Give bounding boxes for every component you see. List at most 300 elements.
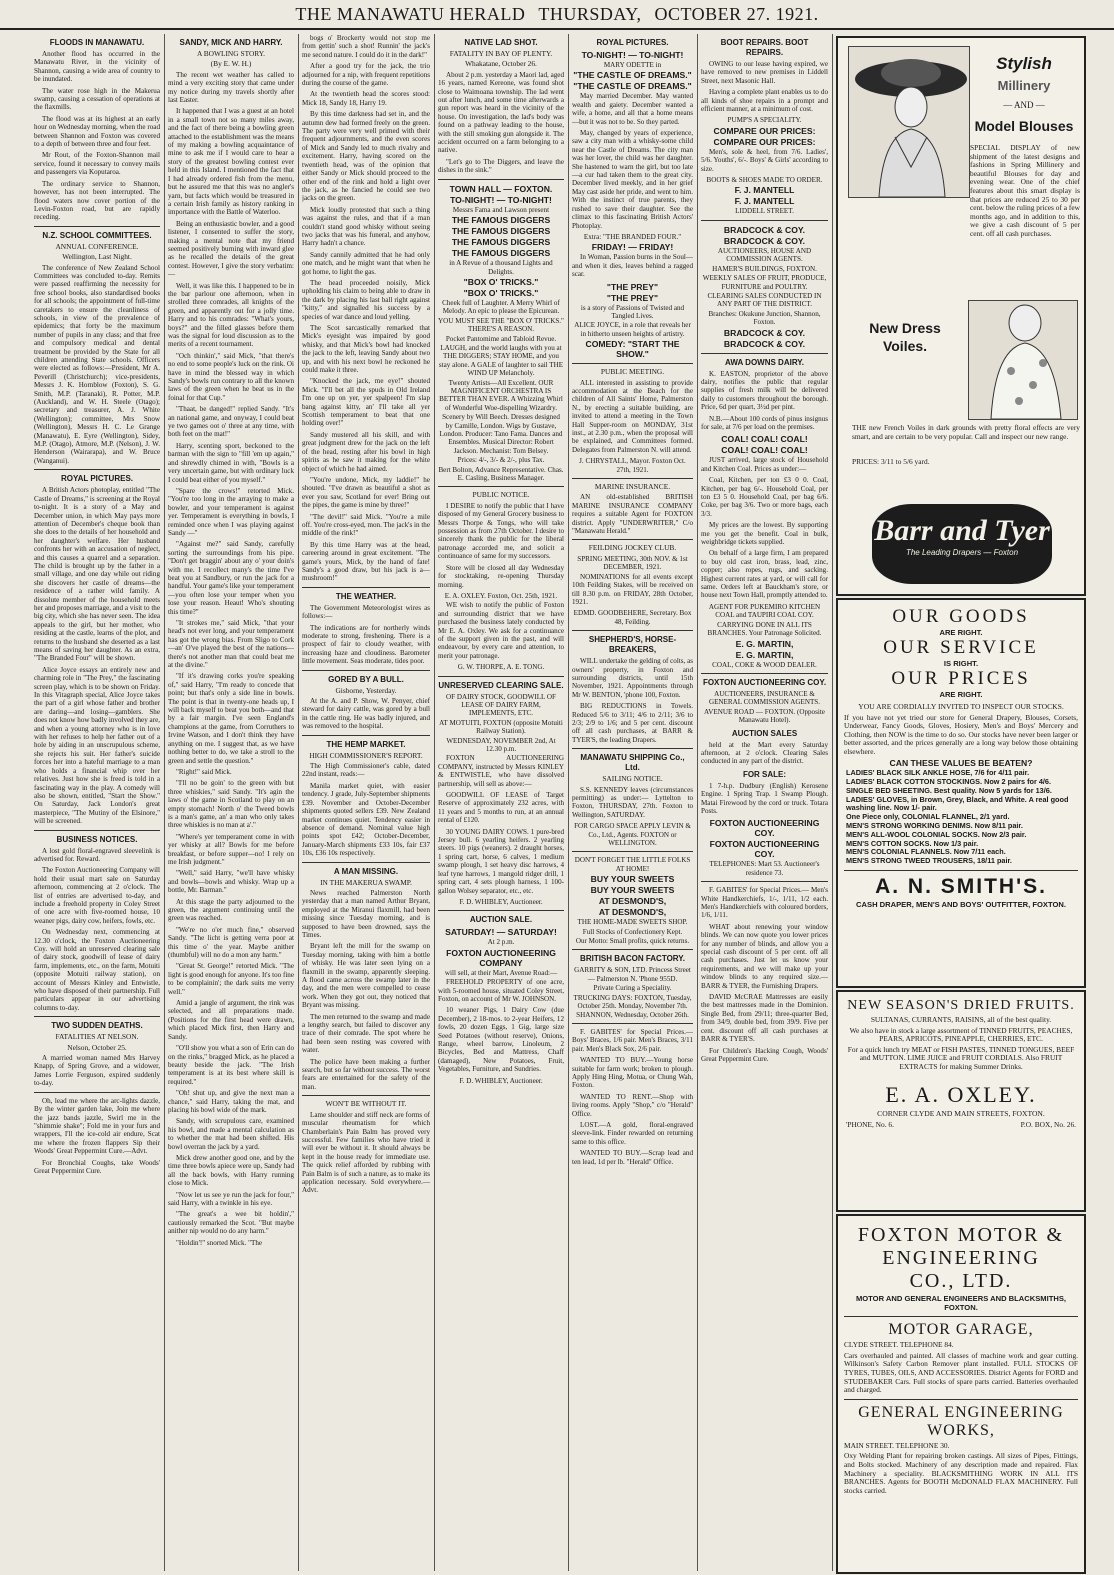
paragraph: "Let's go to The Diggers, and leave the dishes in the sink." — [438, 157, 564, 175]
item-line: LADIES' GLOVES, in Brown, Grey, Black, and White. A real good washing line. Now 1/- pair. — [846, 794, 1069, 813]
divider — [701, 220, 828, 221]
paragraph: "Thaat, be danged!" replied Sandy. "It's an national game, and onyway, I could beat ye two games oot o' three at any time, with both feet on the mat!" — [168, 405, 294, 439]
masthead-paper: THE MANAWATU HERALD — [295, 4, 526, 24]
ad-contact-row — [846, 1120, 1076, 1129]
ad-line: AT MOTUITI, FOXTON (opposite Motuiti Railway Station). — [439, 718, 563, 736]
paragraph: The police have been making a further search, but so far without success. The worst fears are entertained for the safety of the man. — [302, 1057, 430, 1091]
paragraph: Bryant left the mill for the swamp on Tuesday morning, taking with him a bottle of whisky. He was later seen lying on a flaxmill in the swamp, apparently sleeping. A flood came across the swamp later in the day, and the men were compelled to cease work. When they got out, they noticed that Bryant was missing. — [302, 942, 430, 1010]
ad-title: NEW SEASON'S DRIED FRUITS. — [847, 998, 1075, 1013]
ad-title-stylish: Stylish — [996, 54, 1052, 73]
dateline: Whakatane, October 26. — [465, 59, 537, 69]
headline: TWO SUDDEN DEATHS. — [51, 1021, 143, 1031]
paragraph: The water rose high in the Makerua swamp, causing a cessation of operations at the flaxmills. — [34, 86, 160, 112]
logo-text: Barr and Tyer — [874, 514, 1050, 547]
ad-line: will sell, at their Mart, Avenue Road:— — [444, 968, 558, 977]
headline: NATIVE LAD SHOT. — [464, 38, 538, 47]
ad-line: YOU MUST SEE THE "BOX O' TRICKS." THERE'S A REASON. — [438, 316, 564, 334]
divider — [438, 910, 564, 911]
ad-line: Pocket Pantomime and Tabloid Revue. — [445, 334, 557, 343]
divider — [302, 735, 430, 736]
ad-title-voiles: Voiles. — [882, 338, 928, 354]
ad-body: THE new French Voiles in dark grounds with pretty floral effects are very smart, and are certain to be very popular. Call and inspect our new range. — [852, 423, 1080, 441]
ad-display: AT DESMOND'S, — [598, 907, 667, 918]
paragraph: Alice Joyce essays an entirely new and charming role in "The Prey," the fascinating screen play, which is to be shown on Friday. In this Vitagraph special, Alice Joyce takes the part of a girl whose father and brother are daring—and losing—gamblers. She does not know how badly involved they are, and when a young attorney who is in love with her refuses to help her father out of a hole by aiding in an unscrupulous scheme, she rejects his suit. Her father's suicide forces her into a hateful marriage to a man who holds a financial whip over her relatives. Just how she is freed is told in a fascinating way in the play. A comedy will also be shown, entitled, "Start the Show." On Saturday, Jack London's great masterpiece, "The Mutiny of the Elsinore," will be screened. — [34, 665, 160, 826]
ad-line: TELEPHONES: Mart 53. Auctioneer's residence 73. — [709, 860, 820, 877]
dateline: Nelson, October 25. — [67, 1042, 127, 1052]
ad-display: "BOX O' TRICKS." — [463, 287, 539, 298]
classified: F. GABITES' for Special Prices.— Men's White Handkerchiefs, 1/-, 1/11, 1/2 each. Men's Handkerchiefs with coloured borders, 1/6, 1/11. — [701, 886, 828, 920]
headline: AUCTION SALE. — [469, 915, 533, 925]
divider — [572, 363, 693, 364]
item-line: MEN'S COLONIAL FLANNELS. Now 7/11 each. — [846, 847, 1006, 857]
paragraph: Men's, sole & heel, from 7/6. Ladies', 5/6. Youths', 6/-. Boys' & Girls' according to size. — [701, 147, 828, 173]
headline: GORED BY A BULL. — [328, 674, 404, 684]
signature: J. CHRYSTALL, Mayor. Foxton Oct. 27th, 1921. — [579, 457, 686, 474]
headline: PUBLIC NOTICE. — [472, 490, 530, 500]
paragraph: Manila market quiet, with easier tendency. J grade, July-September shipments £39. November and October-December shipments quoted sellers £39. New Zealand market continues quiet. Tendency easier in absence of demand. Nominal value high points spot £42; October-December, January-March shipments £33 10s, fair £37 10s, £36 10s respectively. — [302, 781, 430, 858]
paragraph: The Government Meteorologist wires as follows:— — [302, 603, 430, 621]
ad-display: THE FAMOUS DIGGERS — [451, 226, 551, 237]
ad-prices: PRICES: 3/11 to 5/6 yard. — [852, 457, 930, 466]
paragraph: "Great St. George!" retorted Mick. "The light is good enough for anyone. It's too fine to be complainin'; the dark suits me verry well." — [168, 962, 294, 996]
ad-display: COAL! COAL! COAL! — [721, 445, 808, 456]
ad-display: "BOX O' TRICKS." — [463, 276, 539, 287]
ad-section-title: MOTOR GARAGE, — [888, 1321, 1034, 1339]
ad-beat: CAN THESE VALUES BE BEATEN? — [889, 757, 1033, 768]
paragraph: Harry, scenting sport, beckoned to the barman with the sign to "fill 'em up again," and shrewdly chimed in with, "Bowls is a very uncertain game, but with ordinary luck I could beat either of you myself." — [168, 441, 294, 484]
column-4 — [438, 34, 564, 1571]
classified: WHAT about renewing your window blinds. We can now quote you lower prices for any number of blinds, and allow you a special cash discount of 5 per cent. off all cash purchases. Just let us know your requirements, and we will make up your window blinds to any required size.—BARR & TYER, the Furnishing Drapers. — [701, 922, 828, 990]
ad-display: COMPARE OUR PRICES: — [713, 136, 816, 147]
paragraph: On Wednesday next, commencing at 12.30 o'clock, the Foxton Auctioneering Coy. will hold an unreserved clearing sale of dairy stock, goodwill of lease of dairy farm, implements, etc., on the farm, Motuiti (opposite Motuiti railway station), on account of Messrs Kinley and Entwistle, who have disposed of their partnership. Full particulars appear in our advertising columns to-day. — [34, 928, 160, 1012]
classified: WANTED TO BUY.—Scrap lead and ten lead, 1d per lb. "Herald" Office. — [572, 1149, 693, 1166]
paragraph: "O'll show you what a son of Erin can do on the rinks," bragged Mick, as he placed a beauty beside the jack. "The Irish temperament is at its best where skill is required." — [168, 1044, 294, 1086]
headline: FOR SALE: — [742, 769, 787, 779]
paragraph: FREEHOLD PROPERTY of one acre, with 5-roomed house, situated Coley Street, Foxton, on account of Mr W. JOHNSON. — [438, 978, 564, 1003]
ad-line: Private Curing a Speciality. — [593, 984, 672, 993]
ad-display: "THE CASTLE OF DREAMS." — [573, 70, 692, 81]
headline: BRITISH BACON FACTORY. — [580, 954, 685, 964]
ad-line: in A Revue of a thousand Lights and Delights. — [449, 259, 553, 276]
divider — [572, 630, 693, 631]
ad-body: SPECIAL DISPLAY of new shipment of the latest designs and fashions in Spring Millinery and beautiful Blouses for day and evening wear. One of the chief features about this smart display is that prices are reduced 25 to 30 per cent. below the ruling prices of a few months ago, and in addition to this, we give a cash discount of 5 per cent. off all cash purchases. — [970, 143, 1080, 238]
paragraph: "Well," said Harry, "we'll have whisky and bowls—bowls and whisky. Wrap up a bottle, Mr. Barman." — [168, 869, 294, 895]
paragraph: Mr Rout, of the Foxton-Shannon mail service, found it necessary to convey mails and passengers via Koputaroa. — [34, 151, 160, 177]
headline: A MAN MISSING. — [333, 866, 399, 876]
ad-heading: SATURDAY! — SATURDAY! — [445, 927, 557, 938]
voile-figure-illustration — [968, 300, 1078, 420]
headline: FLOODS IN MANAWATU. — [49, 38, 145, 47]
ad-line: FOR CARGO SPACE APPLY LEVIN & Co., Ltd., Agents. FOXTON or WELLINGTON. — [574, 822, 691, 848]
ad-display: BRADCOCK & COY. — [723, 224, 806, 235]
paragraph: A lost gold floral-engraved sleevelink is advertised for. Reward. — [34, 846, 160, 863]
ad-heading: FRIDAY! — FRIDAY! — [591, 242, 674, 253]
subhead: ANNUAL CONFERENCE. — [55, 241, 139, 251]
paragraph: The recent wet weather has called to mind a very exciting story that came under my notice during my travels shortly after last Easter. — [168, 70, 294, 105]
ad-line: LAUGH, and the world laughs with you at THE DIGGERS; STAY HOME, and you stay alone. A GALE of laughter to sail THE WIND UP Melancholy. — [438, 343, 564, 378]
column-rule — [298, 34, 299, 1571]
paragraph: "Against me?" said Sandy, carefully sorting the surroundings from his pipe. "Don't get braggin' about any o' your doin's with me. I recollect many's the time I've beat you at Sandbury, or run the jack for a handful. Your game's like your temperament—you often lose your temper when you lose your reason. Heaut! Who's shouting this time?" — [168, 540, 294, 616]
ad-line: BOOTS & SHOES MADE TO ORDER. — [706, 176, 823, 185]
dateline: Wellington, Last Night. — [62, 252, 132, 262]
ad-line: Extra: "THE BRANDED FOUR." — [583, 232, 682, 241]
ad-tagline: CASH DRAPER, MEN'S AND BOYS' OUTFITTER, FOXTON. — [856, 899, 1066, 909]
ad-line: Our Motto: Small profits, quick returns. — [575, 937, 690, 946]
headline: MANAWATU SHIPPING Co., Ltd. — [580, 753, 685, 773]
ad-line-goods-sub: ARE RIGHT. — [939, 628, 983, 637]
ad-line: OF DAIRY STOCK, GOODWILL OF LEASE OF DAIRY FARM, IMPLEMENTS, ETC. — [446, 692, 556, 718]
ad-line: AGENT FOR PUKEMIRO KITCHEN COAL and TAUPIRI COAL COY. — [708, 602, 821, 620]
paragraph: "The devil!" said Mick. "You're a mile off. You're cross-eyed, mon. The jack's in the middle of the rink!" — [302, 512, 430, 538]
divider — [302, 862, 430, 863]
ad-display: FOXTON AUCTIONEERING COY. — [709, 818, 820, 839]
divider — [701, 881, 828, 882]
column-rule — [568, 34, 569, 1571]
headline: UNRESERVED CLEARING SALE. — [438, 680, 564, 690]
paragraph: It happened that I was a guest at an hotel in a small town not so many miles away, and the fact of there being a bowling green attached to the establishment was the means of my making a bowling acquaintance of mine to ask me if I would care to hear a story of the greatest bowling contest ever held in this Island. I mentioned the fact that I had already ordered fish from the menu, but he assured me that this was no angler's yarn, but facts which would be treasured in a certain Irish family as history ranking in importance with the Battle of Waterloo. — [168, 107, 294, 217]
paragraph: Mick drew another good one, and by the time three bowls apiece were up, Sandy had all the back bowls, with Harry running close to Mick. — [168, 1153, 294, 1188]
divider — [438, 486, 564, 487]
headline: THE HEMP MARKET. — [326, 739, 406, 749]
ad-store-name: E. A. OXLEY. — [885, 1081, 1037, 1107]
ad-line: SPRING MEETING, 30th NOV. & 1st DECEMBER, 1921. — [577, 554, 688, 572]
paragraph: Store will be closed all day Wednesday for stocktaking, re-opening Thursday morning. — [438, 563, 564, 589]
paragraph: S.S. KENNEDY leaves (circumstances permitting) as under:— Lyttelton to Foxton, THURSDAY, 27th. Foxton to Wellington, SATURDAY. — [572, 785, 693, 819]
subhead: FATALITIES AT NELSON. — [55, 1032, 139, 1042]
classified: WANTED TO RENT.—Shop with living rooms. Apply "Shop," c/o "Herald" Office. — [572, 1092, 693, 1118]
divider — [34, 1016, 160, 1017]
divider — [302, 670, 430, 671]
paragraph: Another flood has occurred in the Manawatu River, in the vicinity of Shannon, causing a wide area of country to be inundated. — [34, 50, 160, 84]
ad-line-goods: OUR GOODS — [892, 606, 1030, 627]
item-line: MEN'S STRONG TWEED TROUSERS, 18/11 pair. — [846, 856, 1012, 866]
paragraph: Sandy, with scrupulous care, examined his bowl, and made a mental calculation as to whether the mat had been shifted. His bowl overran the jack by a yard. — [168, 1117, 294, 1151]
paragraph: "We're no o'er much fine," observed Sandy. "The licht is getting verra poor at this time o' the year. Maybe anither (thumbful) will no do a mon any harm." — [168, 925, 294, 960]
signature: F. D. WHIBLEY, Auctioneer. — [459, 1076, 543, 1085]
ad-line: WEEKLY SALES OF FRUIT, PRODUCE, FURNITURE and POULTRY. — [702, 274, 827, 291]
paragraph: FOXTON AUCTIONEERING COMPANY, instructed by Messrs KINLEY & ENTWISTLE, who have dissolved partnership, will sell as above:— — [438, 754, 564, 788]
ad-pobox: P.O. BOX, No. 26. — [1020, 1120, 1076, 1130]
classified: DAVID McCRAE Mattresses are easily the best mattresses made in the Dominion. Single Bed, from 29/11; three-quarter Bed, from 34/9, double bed, from 39/9. Five per cent. discount off all cash purchases at BARR & TYER'S. — [701, 993, 828, 1044]
paragraph: "Right!" said Mick. — [176, 767, 232, 776]
item-line: One Piece only, COLONIAL FLANNEL, 2/1 yard. — [846, 812, 1010, 822]
headline: SHEPHERD'S, HORSE-BREAKERS, — [588, 635, 677, 655]
divider — [302, 587, 430, 588]
paragraph: At the twentieth head the scores stood: Mick 18, Sandy 18, Harry 19. — [302, 90, 430, 107]
headline: ROYAL PICTURES. — [60, 474, 133, 484]
paragraph: About 2 p.m. yesterday a Maori lad, aged 16 years, named Kereone, was found shot close to Waimoana township. The lad went out after lunch, and some time afterwards a gun report was heard in the vicinity of the house. On investigation, the lad's body was found on a pathway leading to the house, with the still smoking gun alongside it. The accident occurred on a farm belonging to a native. — [438, 70, 564, 155]
divider — [438, 676, 564, 677]
advert-foxton-motor — [836, 1214, 1086, 1574]
paragraph: The High Commissioner's cable, dated 22nd instant, reads:— — [302, 762, 430, 779]
item-line: SINGLE BED SHEETING. Best quality. Now 5 yards for 13/6. — [846, 785, 1052, 795]
item-list — [838, 769, 1084, 866]
ad-display: BRADCOCK & COY. — [723, 338, 806, 349]
paragraph: The Foxton Auctioneering Company will hold their usual mart sale on Saturday afternoon, commencing at 2 o'clock. The list of entries are advertised to-day, and include a freehold property in Coley Street of one acre with five-roomed house, 10 weaner pigs, dairy cow, heifers, fowls, etc. — [34, 866, 160, 925]
paragraph: "It strokes me," said Mick, "that your head's not ever long, and your temperament has got the wrong bias. From Sligo to Cork—an' O've played the best of the nations—there's not another man that could beat me at the divine." — [168, 619, 294, 670]
ad-display: F. J. MANTELL — [734, 196, 795, 207]
paragraph: The Scot sarcastically remarked that Mick's eyesight was impaired by good whisky, and that Mick's bowl had knocked the jack to the left, leaving Sandy about two up, and with his next bowl he reckoned he could make it three. — [302, 324, 430, 375]
ad-display: "THE CASTLE OF DREAMS." — [573, 81, 692, 92]
ad-line: Full Stocks of Confectionery Kept. — [582, 927, 683, 936]
advert-an-smith — [836, 598, 1086, 988]
ad-store-name: A. N. SMITH'S. — [875, 874, 1047, 898]
paragraph: By this time Harry was at the head, careering around in great excitement. "The game's yours, Mick, by the hand of fate! Sandy's a good draw, but his jack is a—mushroom!" — [302, 540, 430, 583]
paragraph: 1 7-h.p. Dudbury (English) Kerosene Engine. 1 Spring Trap. 1 Swamp Plough. Matai Firewood by the cord or truck. Totara Posts. — [701, 781, 828, 815]
paragraph: A married woman named Mrs Harvey Knapp, of Spring Grove, and a widower, James Lorrie Ferguson, expired suddenly to-day. — [34, 1054, 160, 1088]
paragraph: "Now let us see ye run the jack for four," said Harry, with a twinkle in his eye. — [168, 1190, 294, 1207]
subhead: A BOWLING STORY. — [196, 49, 266, 58]
hat-figure-illustration — [848, 46, 970, 198]
paragraph: "Oh! shut up, and give the next man a chance," said Harry, taking the mat, and placing his bowl wide of the mark. — [168, 1089, 294, 1114]
ad-invite: YOU ARE CORDIALLY INVITED TO INSPECT OUR STOCKS. — [858, 702, 1064, 711]
ad-line: MARY ODETTE in — [603, 61, 662, 69]
headline: FOXTON AUCTIONEERING COY. — [702, 677, 827, 687]
headline: MARINE INSURANCE. — [594, 482, 671, 492]
paragraph: At this stage the party adjourned to the green, the argument continuing until the green was reached. — [168, 897, 294, 923]
paragraph: After a good try for the jack, the trio adjourned for a nip, with frequent repetitions during the course of the game. — [302, 62, 430, 88]
ad-body: We also have in stock a large assortment of TINNED FRUITS, PEACHES, PEARS, APRICOTS, PINEAPPLE, CHERRIES, ETC. — [849, 1025, 1073, 1044]
divider — [844, 870, 1078, 871]
signature: E. A. OXLEY. Foxton, Oct. 25th, 1921. — [444, 591, 558, 600]
column-rule — [164, 34, 165, 1571]
divider — [34, 830, 160, 831]
signature: G. W. THORPE, A. E. TONG. — [457, 663, 545, 672]
column-2 — [168, 34, 294, 1571]
ad-display: "THE PREY" — [606, 292, 659, 303]
paragraph: JUST arrived, large stock of Household and Kitchen Coal. Prices as under:— — [701, 456, 828, 473]
divider — [844, 1316, 1078, 1317]
ad-line: At 2 p.m. — [487, 938, 515, 947]
ad-display: THE FAMOUS DIGGERS — [451, 215, 551, 226]
paragraph: "You're undone, Mick, my laddie!" he shouted. "I've drawn as beautiful a shot as ever you saw, Scotland for ever! Bring out the pipes, the game is mine by three!" — [302, 475, 430, 510]
ad-line: TRUCKING DAYS: FOXTON, Tuesday, October 25th. Monday, November 7th. SHANNON, Wednesday, October 26th. — [573, 993, 692, 1019]
ad-line: Cheek full of Laughter. A Merry Whirl of Melody. An epic to please the Epicurean. — [442, 298, 560, 316]
paragraph: My prices are the lowest. By supporting me you get the benefit. Coal in bulk, weighbridge tickets supplied. — [701, 521, 828, 547]
column-rule — [697, 34, 698, 1571]
divider — [572, 478, 693, 479]
ad-display: COAL! COAL! COAL! — [721, 434, 808, 445]
paragraph: The head proceeded noisily, Mick upholding his claim to being able to draw in the dark by placing his last ball right against "kitty," and signalled his success by a species of war dance and loud yelling. — [302, 278, 430, 321]
byline: (By E. W. H.) — [210, 59, 252, 69]
paragraph: Sandy mustered all his skill, and with great judgment drew for the jack on the left of the head, resting after his bowl in high spirits as he saw it making for the white object of which he had aimed. — [302, 430, 430, 473]
ad-line: COAL, COKE & WOOD DEALER. — [712, 660, 817, 669]
ad-title-dress: New Dress — [869, 320, 941, 336]
ad-line-service: OUR SERVICE — [883, 637, 1039, 658]
ad-line: DON'T FORGET THE LITTLE FOLKS AT HOME! — [574, 856, 691, 873]
paragraph: GOODWILL OF LEASE of Target Reserve of approximately 232 acres, with 11 years and 5 months to run, at an annual rental of £120. — [438, 791, 564, 825]
ad-line: CARRYING DONE IN ALL ITS BRANCHES. Your Patronage Solicited. — [707, 620, 822, 638]
ad-line: Scenery by Will Beech. Dresses designed by Camille, London. Wigs by Gustave, London. Producer: Tano Fama. Dances and Ensembles. Musical Director: Robert Jackson. Mechanist: Tom Belsey. — [439, 413, 563, 455]
paragraph: "If it's drawing corks you're speaking of," said Harry, "I'm ready to concede that point; but that's only a side line in bowls. The point is that in twenty-one heads up, I will back myself to beat you both—and that by a fair margin. I've seen England's champions at the game, from Corruthers to Irvine Watson, and I don't think they have anything on me. I suggest that, as we have nothing better to do, we take a stroll to the green and settle the question." — [168, 672, 294, 765]
ad-line: CLEARING SALES CONDUCTED IN ANY PART OF THE DISTRICT. — [707, 291, 822, 309]
ad-line: WEDNESDAY, NOVEMBER 2nd, At 12.30 p.m. — [446, 736, 556, 753]
paragraph: On behalf of a large firm, I am prepared to buy old cast iron, brass, lead, zinc, copper; also ropes, rugs, and sacking. Highest current rates at yard, or will call for same. Orders left at Bauckham's store, or house next Town Hall, promptly attended to. — [701, 549, 828, 600]
ad-body: If you have not yet tried our store for General Drapery, Blouses, Corsets, Underwear, Fancy Goods, Gloves, Hosiery, Men's and Boys' Mercery and Clothing, then NOW is the time to do so. Our stocks have never been larger or better assorted, and the prices generally are a long way below those obtaining elsewhere. — [844, 712, 1078, 756]
paragraph: The men returned to the swamp and made a lengthy search, but failed to discover any trace of their comrade. The spot where he had been seen resting was covered with water. — [302, 1012, 430, 1055]
classified: For Children's Hacking Cough, Woods' Great Peppermint Cure. — [701, 1046, 828, 1063]
classified: LOST.—A gold, floral-engraved sleeve-link. Finder rewarded on returning same to this office. — [572, 1120, 693, 1146]
ad-line: THE HOME-MADE SWEETS SHOP. — [577, 918, 688, 927]
advert-oxley — [836, 990, 1086, 1212]
ad-section-title: GENERAL ENGINEERING WORKS, — [858, 1403, 1064, 1439]
subhead: SAILING NOTICE. — [602, 774, 663, 784]
subhead: FATALITY IN BAY OF PLENTY. — [449, 49, 553, 58]
ad-address: CORNER CLYDE AND MAIN STREETS, FOXTON. — [877, 1108, 1045, 1118]
paragraph: ALL interested in assisting to provide accommodation at the Beach for the children of All Saints' Home, Palmerston N., by erecting a suitable building, are invited to attend a meeting in the Town Hall Supper-room on MONDAY, 31st inst., at 2.30 p.m., when the proposal will be explained, and Committees formed. Delegates from Palmerston N. will attend. — [572, 378, 693, 454]
ad-line: Branches: Okukune Junction, Shannon, Foxton. — [708, 309, 821, 327]
ad-line: Prices: 4/-, 3/- & 2/-, plus Tax. — [457, 456, 545, 465]
ad-and: — AND — — [1003, 100, 1045, 110]
headline: ROYAL PICTURES. — [596, 38, 669, 47]
paragraph: held at the Mart every Saturday afternoon, at 2 o'clock. Clearing Sales conducted in any part of the district. — [701, 740, 828, 766]
headline: PUBLIC MEETING. — [600, 367, 665, 377]
headline: AWA DOWNS DAIRY. — [725, 357, 804, 367]
ad-line-prices: OUR PRICES — [891, 668, 1031, 689]
paragraph: WILL undertake the gelding of colts, as owners' property, in Foxton and surrounding districts, until 15th November, 1921. Appointments through Mr W. BENTON, 'phone 100, Foxton. — [572, 657, 693, 699]
ad-heading: FOXTON AUCTIONEERING COMPANY — [446, 947, 556, 968]
paragraph: In Woman, Passion burns in the Soul—and when it dies, leaves behind a ragged scar. — [572, 253, 693, 279]
ad-heading: TO-NIGHT! — TO-NIGHT! — [450, 194, 552, 205]
item-line: MEN'S STRONG WORKING DENIMS. Now 8/11 pair. — [846, 820, 1023, 830]
ad-body: Cars overhauled and painted. All classes of machine work and gear cutting. Wilkinson's Safety Carbon Remover plant installed. FULL STOCKS OF TYRES, TUBES, OILS, AND ACCESSORIES. District Agents for FORD and STUDEBAKER Cars. Full stocks of spare parts carried. Batteries overhauled and charged. — [844, 1350, 1078, 1395]
paragraph: WE wish to notify the public of Foxton and surrounding district that we have purchased the business lately conducted by Mr E. A. Oxley. We ask for a continuance of the support given in the past, and will endeavour, by every care and attention, to merit your patronage. — [438, 601, 564, 660]
divider — [34, 226, 160, 227]
ad-line: Messrs Fama and Lawson present — [452, 205, 550, 214]
column-5 — [572, 34, 693, 1571]
headline: THE WEATHER. — [335, 591, 397, 601]
barr-tyer-logo — [872, 504, 1052, 584]
item-line: LADIES' BLACK SILK ANKLE HOSE, 7/6 for 4/11 pair. — [846, 768, 1030, 778]
ad-line: AUCTIONEERS, INSURANCE & GENERAL COMMISSION AGENTS. — [708, 689, 821, 707]
classified: F. GABITES' for Special Prices.— Boys' Braces, 1/6 pair. Men's Braces, 3/11 pair. Men's Black Sox, 2/6 pair. — [572, 1027, 693, 1053]
ad-display: E. G. MARTIN, — [735, 638, 794, 649]
ad-line: LIDDELL STREET. — [735, 207, 794, 216]
paragraph: "Knocked the jack, me eye!" shouted Mick. "I'll bet all the spuds in Old Ireland I'm one up on yer, yer spalpeen! I'm slap bang against kitty, an' I'll take all yer Scottish temperament to beat that one holding over!" — [302, 377, 430, 428]
paragraph: BIG REDUCTIONS in Towels. Reduced 5/6 to 3/11; 4/6 to 2/11; 3/6 to 2/3; 2/9 to 1/6; and 5 per cent. discount off all cash purchases, at BARR & TYER'S, the leading Drapers. — [572, 702, 693, 744]
ad-title-line: CO., LTD. — [909, 1270, 1013, 1292]
paragraph: bogs o' Brockerty would not stop me from gettin' such a shot! Runnin' the jack's me second nature. I could do it in the dark!" — [302, 34, 430, 59]
headline: N.Z. SCHOOL COMMITTEES. — [42, 230, 152, 240]
paragraph: AN old-established BRITISH MARINE INSURANCE COMPANY requires a suitable Agent for FOXTON district. Apply "UNDERWRITER," C/o "Manawatu Herald." — [572, 493, 693, 536]
divider — [572, 851, 693, 852]
headline: WON'T BE WITHOUT IT. — [325, 1099, 407, 1109]
ad-display: BRADCOCK & COY. — [723, 327, 806, 338]
column-6 — [701, 34, 828, 1571]
ad-title-line: ENGINEERING — [882, 1247, 1040, 1269]
ad-display: F. J. MANTELL — [734, 185, 795, 196]
ad-body: Oxy Welding Plant for repairing broken castings. All sizes of Pipes, Fittings, and Bolts stocked. Machinery of any description made and repaired. Flax Machinery a speciality. BLACKSMITHING WORK IN ALL ITS BRANCHES. Agents for BOOTH McDONALD FLAX MACHINERY. Full stocks carried. — [844, 1451, 1078, 1495]
ad-line: ALICE JOYCE, in a role that reveals her in hitherto unseen heights of artistry. — [574, 321, 691, 338]
ad-display: "THE PREY" — [606, 281, 659, 292]
ad-title-line: FOXTON MOTOR & — [857, 1224, 1065, 1246]
ad-line-prices-sub: ARE RIGHT. — [939, 690, 983, 699]
paragraph: "Spare the crows!" retorted Mick. "You're too long in the arraying to make a bowler, and your temperament is against yer. Temperament is everything in bowls, I reminded once when I was playing against Sandy —" — [168, 486, 294, 537]
ad-line-service-sub: IS RIGHT. — [943, 659, 979, 668]
paragraph: Lame shoulder and stiff neck are forms of muscular rheumatism for which Chamberlain's Pain Balm has proved very successful. Few families who have tried it will ever be without it. It should always be kept in the house ready for immediate use. The quick relief afforded by rubbing with Pain Balm is of such a nature, as to make its application necessary. Sold everywhere.—Advt. — [302, 1110, 430, 1195]
ad-heading: TOWN HALL — FOXTON. — [449, 183, 553, 194]
ad-display: E. G. MARTIN, — [735, 649, 794, 660]
advert-verse: Oh, lead me where the arc-lights dazzle, By the winter garden lake, Join me where the jazz bands jazzle, Swirl me in the "shimmie shake"; Fold me in your furs and wrappers, I'll the ice-cold air endure, Scat me where the frozen flappers Sip their Woods' Great Peppermint Cure.—Advt. — [34, 1096, 160, 1156]
paragraph: N.B.—About 100 cords of pinus insignus for sale, at 7/6 per load on the premises. — [701, 414, 828, 431]
paragraph: The indications are for northerly winds moderate to strong, freshening. There is a prospect of fair to cloudy weather, with increasing haze and cloudiness. Barometer little movement. Seas moderate, tides poor. — [302, 623, 430, 666]
ad-display: BRADCOCK & COY. — [723, 235, 806, 246]
divider — [844, 1399, 1078, 1400]
paragraph: By this time darkness had set in, and the autumn dew had formed freely on the green. The party were very well primed with their frequent adjournments, and the even scores of Mick and Sandy led to much rivalry and excitement. Harry, having scored on the twentieth head, was of the opinion that either Sandy or Mick should proceed to the other end of the rink and hold a light over the jack, as he fancied he could see two jacks on the green. — [302, 110, 430, 203]
divider — [302, 1095, 430, 1096]
paragraph: The flood was at its highest at an early hour on Wednesday morning, when the road between Shannon and Foxton was covered to a depth of between three and four feet. — [34, 114, 160, 149]
ad-address: MAIN STREET. TELEPHONE 30. — [844, 1440, 950, 1450]
paragraph: I DESIRE to notify the public that I have disposed of my General Grocery business to Messrs Thorpe & Tongs, who will take possession as from 27th October. I desire to sincerely thank the public for the liberal patronage accorded me, and solicit a continuance of same for my successors. — [438, 501, 564, 561]
classified: WANTED TO BUY.—Young horse suitable for farm work; broken to plough. Apply Hing Hing, Motua, or Chung Wah, Foxton. — [572, 1056, 693, 1090]
ad-line: Twenty Artists—All Excellent. OUR MAGNIFICENT ORCHESTRA IS BETTER THAN EVER. A Whizzing Whirl of Wonderful Woe-dispelling Wizardry. — [439, 378, 563, 412]
paragraph: Coal, Kitchen, per ton £3 0 0. Coal, Kitchen, per bag 6/-. Household Coal, per ton £3 5 0. Household Coal, per bag 6/6. Coke, per bag 3/6. Two or more bags, each 3/3. — [701, 476, 828, 518]
item-line: MEN'S COTTON SOCKS. Now 1/3 pair. — [846, 838, 979, 848]
paragraph: Mick loudly protested that such a thing was against the rules, and that if a man couldn't stand good whisky without seeing two jacks that was his funeral, and anyhow, Harry hadn't a chance. — [302, 205, 430, 248]
ad-heading: TO-NIGHT! — TO-NIGHT! — [581, 50, 684, 60]
ad-display: THE FAMOUS DIGGERS — [451, 237, 551, 248]
ad-display: THE FAMOUS DIGGERS — [451, 248, 551, 259]
ad-line: PUMP'S A SPECIALITY. — [727, 116, 802, 125]
paragraph: Sandy cannily admitted that he had only one match, and he might want that when he got home, to light the gas. — [302, 250, 430, 276]
advert-barr-tyer — [836, 36, 1086, 596]
paragraph: The ordinary service to Shannon, however, has not been interrupted. The flood waters now cover portion of the Levin-Foxton road, but are rapidly receding. — [34, 179, 160, 222]
ad-body: SULTANAS, CURRANTS, RAISINS, all of the best quality. — [870, 1015, 1052, 1024]
paragraph: "Holdin'!" snorted Mick. "The — [176, 1238, 263, 1247]
divider — [701, 673, 828, 674]
paragraph: Amid a jangle of argument, the rink was selected, and all preparations made. (Positions for the first head were drawn, which placed Mick first, then Harry and Sandy. — [168, 999, 294, 1041]
paragraph: Being an enthusiastic bowler, and a good listener, I consented to suffer the story, making a mental note that my friend seemed positively burning with inward glee as he recalled the details of the great contest. However, I give the story verbatim:— — [168, 219, 294, 279]
divider — [572, 539, 693, 540]
masthead — [0, 0, 1114, 30]
paragraph: "The great's a wee bit holdin'," cautiously remarked the Scot. "But maybe anither nip would no do any harm." — [168, 1210, 294, 1236]
masthead-date: OCTOBER 27. 1921. — [654, 4, 819, 24]
headline: BUSINESS NOTICES. — [56, 834, 138, 844]
divider — [438, 179, 564, 180]
ad-line: HAMER'S BUILDINGS, FOXTON. — [712, 264, 817, 273]
subhead: HIGH COMMISSIONER'S REPORT. — [309, 750, 423, 760]
divider — [34, 1092, 160, 1093]
paragraph: "I'll no be goin' to the green with but three whiskies," said Sandy. "It's agin the laws o' the game in Scotland to play on an empty stomach! North o' the Tweed bowls is a man's game, an' a man who only takes three whiskies is no man at a'." — [168, 779, 294, 830]
paragraph: "Where's yer temperament come in with yer whisky at all? Bowls for me before breakfast, or before supper—no! I rely on me Irish judgment." — [168, 832, 294, 866]
paragraph: K. EASTON, proprietor of the above dairy, notifies the public that regular supplies of fresh milk will be delivered daily to customers throughout the borough. Price, 6d per quart, 3½d per pint. — [701, 369, 828, 412]
ad-phone: 'PHONE, No. 6. — [846, 1120, 894, 1130]
ad-display: COMEDY: "START THE SHOW." — [585, 339, 680, 360]
divider — [572, 949, 693, 950]
ad-display: BUY YOUR SWEETS — [590, 874, 675, 885]
paragraph: 10 weaner Pigs, 1 Dairy Cow (due December), 2 18-mos. to 2-year Heifers, 12 fowls, 20 dozen Eggs, 1 Gig, large size Seed Potatoes (without reserve), Onions, Range, wheel barrow, Linoleum, 2 Bicycles, Bed and Mattress, Chaff (damaged), New Potatoes, Fruit, Vegetables, Furniture, and Sundries. — [438, 1006, 564, 1074]
item-line: LADIES' BLACK COTTON STOCKINGS. Now 2 pairs for 4/6. — [846, 776, 1051, 786]
ad-title-blouses: Model Blouses — [974, 118, 1074, 134]
ad-line: GARRITY & SON, LTD. Princess Street — Palmerston N. 'Phone 955D. — [574, 966, 691, 983]
paragraph: News reached Palmerston North yesterday that a man named Arthur Bryant, employed at the Miranui flaxmill, had been missing since Tuesday morning, and is supposed to have been drowned, says the Times. — [302, 888, 430, 939]
column-1 — [34, 34, 160, 1571]
ad-subtitle: MOTOR AND GENERAL ENGINEERS AND BLACKSMITHS, FOXTON. — [855, 1294, 1067, 1312]
paragraph: "Och thinkin'," said Mick, "that there's no end to some people's luck on the rink. Oi have in mind the blessed way in which Sandy's bowls run contrary to all the known laws of the green when he beat us in the foinal for that Cup." — [168, 351, 294, 402]
signature: F. D. WHIBLEY, Auctioneer. — [459, 897, 543, 906]
ad-line: is a story of Passions of Twisted and Tangled Lives. — [580, 303, 685, 320]
headline: BOOT REPAIRS. BOOT REPAIRS. — [720, 38, 809, 57]
logo-subtext: The Leading Drapers — Foxton — [905, 548, 1019, 557]
paragraph: May married December. May wanted wealth and gaiety. December wanted a wife, a home, and all that a home means—but it was not to be. So they parted. — [572, 92, 693, 126]
column-rule — [832, 34, 833, 1571]
paragraph: NOMINATIONS for all events except 10th Feilding Stakes, will be received on till 8.30 p.m. on FRIDAY, 28th October, 1921. — [572, 572, 693, 606]
ad-line: AUCTIONEERS, HOUSE AND COMMISSION AGENTS. — [717, 246, 812, 264]
signature: EDMD. GOODBEHERE, Secretary. Box 48, Feilding. — [573, 609, 692, 626]
headline: FEILDING JOCKEY CLUB. — [588, 543, 677, 553]
masthead-day: THURSDAY, — [538, 4, 642, 24]
ad-address: CLYDE STREET. TELEPHONE 84. — [844, 1340, 954, 1350]
